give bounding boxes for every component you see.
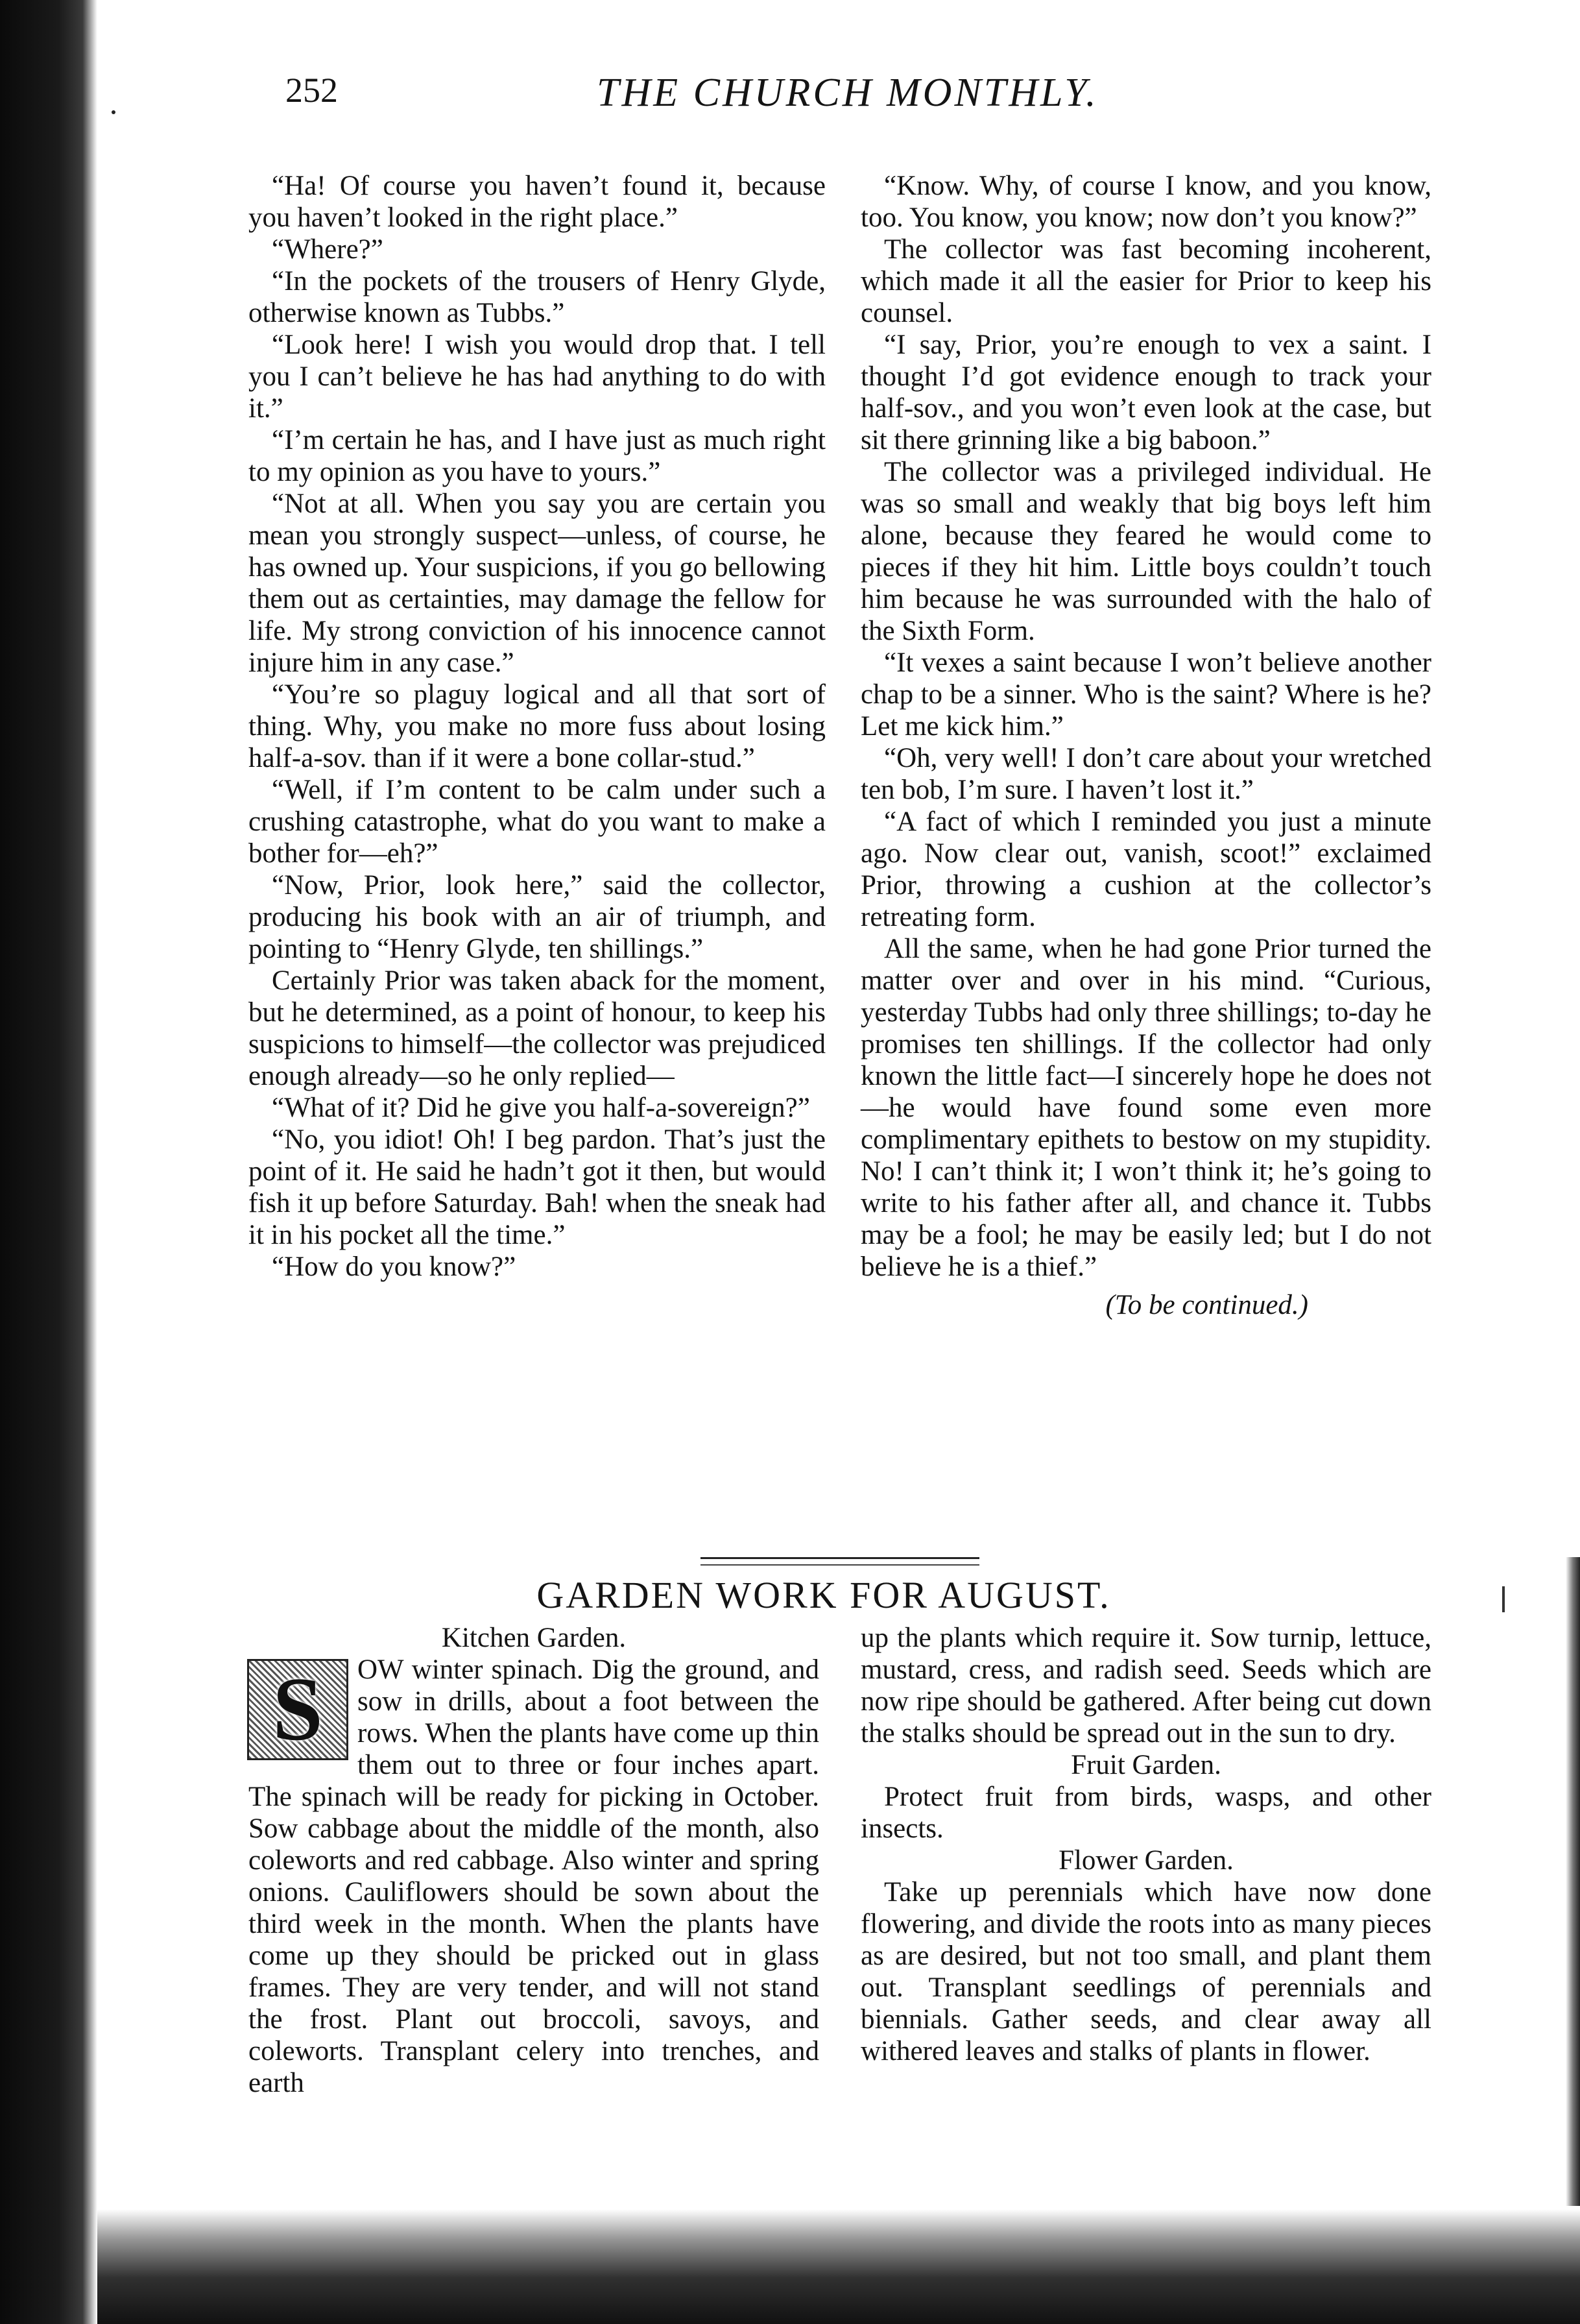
section-title: GARDEN WORK FOR AUGUST. bbox=[536, 1574, 1111, 1616]
paragraph: “What of it? Did he give you half-a-sovereign?” bbox=[272, 1093, 810, 1123]
bottom-scan-shadow bbox=[97, 2209, 1580, 2324]
margin-mark bbox=[1502, 1586, 1505, 1612]
dropcap-letter: S bbox=[272, 1659, 323, 1760]
garden-column-right bbox=[861, 1622, 1431, 2067]
fruit-garden-text: Protect fruit from birds, wasps, and other insects. bbox=[861, 1782, 1431, 1844]
paragraph: “Now, Prior, look here,” said the collector, producing his book with an air of triumph, and pointing to “Henry Glyde, ten shillings.” bbox=[248, 870, 826, 964]
paragraph: “It vexes a saint because I won’t believe another chap to be a sinner. Who is the saint? Where is he? Let me kick him.” bbox=[861, 648, 1431, 742]
paragraph: “I’m certain he has, and I have just as much right to my opinion as you have to yours.” bbox=[248, 425, 826, 487]
paragraph: “Well, if I’m content to be calm under such a crushing catastrophe, what do you want to make a bother for—eh?” bbox=[248, 775, 826, 869]
paragraph: “Not at all. When you say you are certain you mean you strongly suspect—unless, of course, he has owned up. Your suspicions, if you go bellowing them out as certainties, may damage the fellow for life. My strong conviction of his innocence cannot injure him in any case.” bbox=[248, 489, 826, 678]
paragraph: “You’re so plaguy logical and all that sort of thing. Why, you make no more fuss about losing half-a-sov. than if it were a bone collar-stud.” bbox=[248, 679, 826, 773]
paragraph: “How do you know?” bbox=[272, 1252, 516, 1282]
paragraph: “Where?” bbox=[272, 234, 383, 265]
paragraph: “I say, Prior, you’re enough to vex a saint. I thought I’d got evidence enough to track your half-sov., and you won’t even look at the case, but sit there grinning like a big baboon.” bbox=[861, 330, 1431, 455]
ornamental-initial bbox=[247, 1659, 348, 1760]
paragraph: All the same, when he had gone Prior turned the matter over and over in his mind. “Curious, yesterday Tubbs had only three shillings; to-day he promises ten shillings. If the collector had only known the little fact—I sincerely hope he does not—he would have found some even more complimentary epithets to bestow on my stupidity. No! I can’t think it; I won’t think it; he’s going to write to his father after all, and chance it. Tubbs may be a fool; he may be easily led; but I do not believe he is a thief.” bbox=[861, 934, 1431, 1282]
flower-garden-text: Take up perennials which have now done flowering, and divide the roots into as many pieces as are desired, but not too small, and plant them out. Transplant seedlings of perennials and biennials. Gather seeds, and clear away all withered leaves and stalks of plants in flower. bbox=[861, 1877, 1431, 2066]
section-divider bbox=[700, 1557, 979, 1566]
margin-speck bbox=[112, 110, 115, 114]
story-column-left bbox=[248, 170, 826, 1283]
garden-column-left bbox=[248, 1622, 819, 2099]
kitchen-garden-text-cont: up the plants which require it. Sow turnip, lettuce, mustard, cress, and radish seed. Seeds which are now ripe should be gathered. After being cut down the stalks should be spread out in the sun to dry. bbox=[861, 1623, 1431, 1749]
binding-shadow bbox=[0, 0, 97, 2324]
flower-garden-heading: Flower Garden. bbox=[1059, 1845, 1234, 1876]
fruit-garden-heading: Fruit Garden. bbox=[1071, 1750, 1221, 1780]
paragraph: “Look here! I wish you would drop that. I tell you I can’t believe he has had anything to do with it.” bbox=[248, 330, 826, 424]
paragraph: “Oh, very well! I don’t care about your wretched ten bob, I’m sure. I haven’t lost it.” bbox=[861, 743, 1431, 805]
kitchen-garden-heading: Kitchen Garden. bbox=[441, 1623, 627, 1653]
paragraph: “Know. Why, of course I know, and you know, too. You know, you know; now don’t you know?” bbox=[861, 171, 1431, 233]
paragraph: The collector was a privileged individual. He was so small and weakly that big boys left him alone, because they feared he would come to pieces if they hit him. Little boys couldn’t touch him because he was surrounded with the halo of the Sixth Form. bbox=[861, 457, 1431, 646]
running-title: THE CHURCH MONTHLY. bbox=[597, 71, 1099, 115]
paragraph: “In the pockets of the trousers of Henry Glyde, otherwise known as Tubbs.” bbox=[248, 266, 826, 328]
story-column-right bbox=[861, 170, 1431, 1321]
paragraph: Certainly Prior was taken aback for the moment, but he determined, as a point of honour, to keep his suspicions to himself—the collector was prejudiced enough already—so he only replied— bbox=[248, 965, 826, 1091]
continued-note: (To be continued.) bbox=[1105, 1290, 1308, 1320]
page-header bbox=[285, 70, 1518, 128]
page-edge-shadow bbox=[1566, 1557, 1580, 2206]
kitchen-garden-text: OW winter spinach. Dig the ground, and sow in drills, about a foot between the rows. When the plants have come up thin them out to three or four inches apart. The spinach will be ready for picking in October. Sow cabbage about the middle of the month, also coleworts and red cabbage. Also winter and spring onions. Cauliflowers should be sown about the third week in the month. When the plants have come up they should be pricked out in glass frames. They are very tender, and will not stand the frost. Plant out broccoli, savoys, and coleworts. Transplant celery into trenches, and earth bbox=[248, 1654, 819, 2098]
paragraph: “A fact of which I reminded you just a minute ago. Now clear out, vanish, scoot!” exclaimed Prior, throwing a cushion at the collector’s retreating form. bbox=[861, 806, 1431, 932]
page-number: 252 bbox=[285, 71, 338, 110]
paragraph: “No, you idiot! Oh! I beg pardon. That’s just the point of it. He said he hadn’t got it then, but would fish it up before Saturday. Bah! when the sneak had it in his pocket all the time.” bbox=[248, 1124, 826, 1250]
paragraph: The collector was fast becoming incoherent, which made it all the easier for Prior to keep his counsel. bbox=[861, 234, 1431, 328]
paragraph: “Ha! Of course you haven’t found it, because you haven’t looked in the right place.” bbox=[248, 171, 826, 233]
